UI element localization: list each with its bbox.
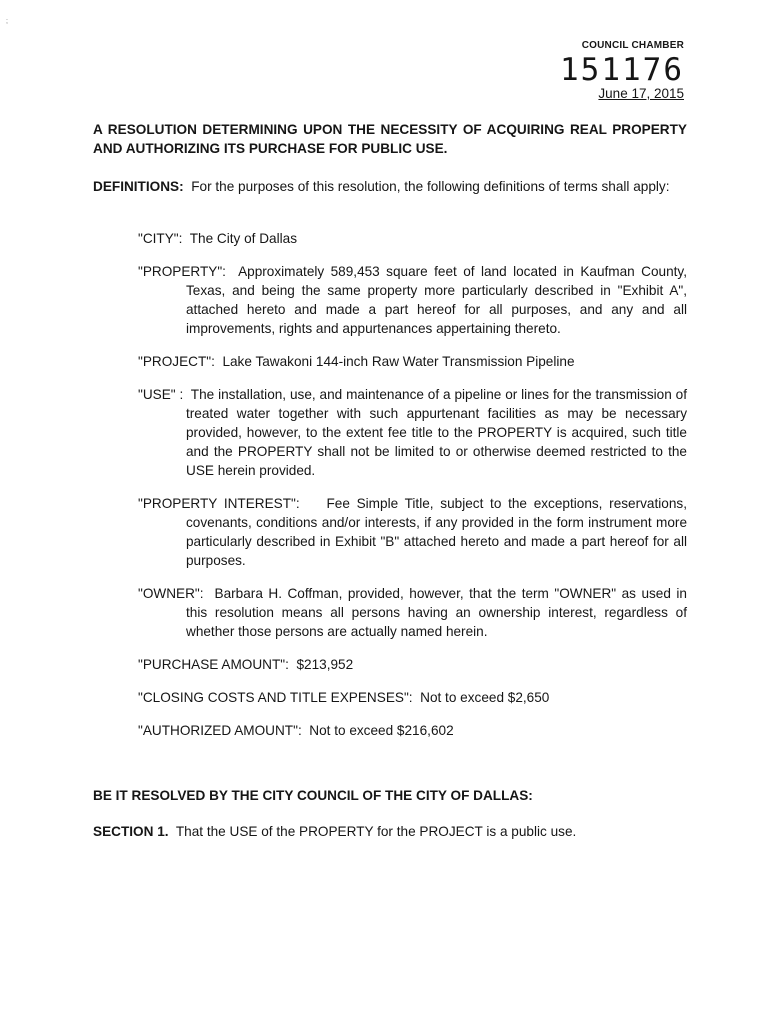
definition-purchase-amount [138, 655, 687, 674]
definition-owner [138, 584, 687, 641]
definition-term: "PROPERTY": [138, 264, 226, 279]
section-1-label: SECTION 1. [93, 824, 169, 839]
definition-term: "USE" : [138, 387, 184, 402]
definition-text: Not to exceed $2,650 [420, 690, 550, 705]
resolved-clause: BE IT RESOLVED BY THE CITY COUNCIL OF THE CITY OF DALLAS: [93, 788, 533, 803]
council-chamber-stamp [560, 40, 684, 101]
definition-authorized-amount [138, 721, 687, 740]
margin-mark: ; [6, 18, 8, 25]
section-1-text: That the USE of the PROPERTY for the PROJECT is a public use. [175, 824, 577, 839]
resolution-number: 151176 [560, 52, 684, 88]
definition-text: Barbara H. Coffman, provided, however, that the term "OWNER" as used in this resolution means all persons having an ownership interest, regardless of whether those persons are actually named herein. [186, 586, 687, 639]
definition-text: Lake Tawakoni 144-inch Raw Water Transmission Pipeline [222, 354, 575, 369]
definitions-list [138, 229, 687, 740]
definition-text: Fee Simple Title, subject to the exceptions, reservations, covenants, conditions and/or interests, if any provided in the form instrument more particularly described in Exhibit "B" attached hereto and made a part hereof for all purposes. [186, 496, 687, 568]
definition-use [138, 385, 687, 480]
definition-term: "CLOSING COSTS AND TITLE EXPENSES": [138, 690, 413, 705]
definition-text: Not to exceed $216,602 [309, 723, 454, 738]
definition-text: The City of Dallas [189, 231, 297, 246]
definition-project [138, 352, 687, 371]
definition-term: "PROPERTY INTEREST": [138, 496, 300, 511]
definitions-label: DEFINITIONS [93, 179, 180, 194]
definition-text: The installation, use, and maintenance of a pipeline or lines for the transmission of treated water together with such appurtenant facilities as may be necessary provided, however, to the extent fee title to the PROPERTY is acquired, such title and the PROPERTY shall not be limited to or otherwise deemed restricted to the USE herein provided. [186, 387, 688, 478]
stamp-chamber-label: COUNCIL CHAMBER [581, 40, 684, 51]
definition-property-interest [138, 494, 687, 570]
definitions-text: For the purposes of this resolution, the following definitions of terms shall apply: [191, 179, 670, 194]
definition-term: "PURCHASE AMOUNT": [138, 657, 289, 672]
resolution-title: A RESOLUTION DETERMINING UPON THE NECESSITY OF ACQUIRING REAL PROPERTY AND AUTHORIZING ITS PURCHASE FOR PUBLIC USE. [93, 122, 687, 156]
definition-text: Approximately 589,453 square feet of land located in Kaufman County, Texas, and being the same property more particularly described in "Exhibit A", attached hereto and made a part hereof for all purposes, and any and all improvements, rights and appurtenances appertaining thereto. [186, 264, 687, 336]
definition-term: "CITY": [138, 231, 183, 246]
definition-term: "OWNER": [138, 586, 204, 601]
definition-city [138, 229, 687, 248]
definition-property [138, 262, 687, 338]
definition-term: "AUTHORIZED AMOUNT": [138, 723, 302, 738]
resolution-date: June 17, 2015 [598, 86, 684, 101]
definition-closing-costs [138, 688, 687, 707]
definition-term: "PROJECT": [138, 354, 215, 369]
definition-text: $213,952 [296, 657, 354, 672]
definitions-intro: DEFINITIONS: For the purposes of this resolution, the following definitions of terms shall apply: [93, 179, 670, 194]
section-1 [93, 822, 687, 841]
